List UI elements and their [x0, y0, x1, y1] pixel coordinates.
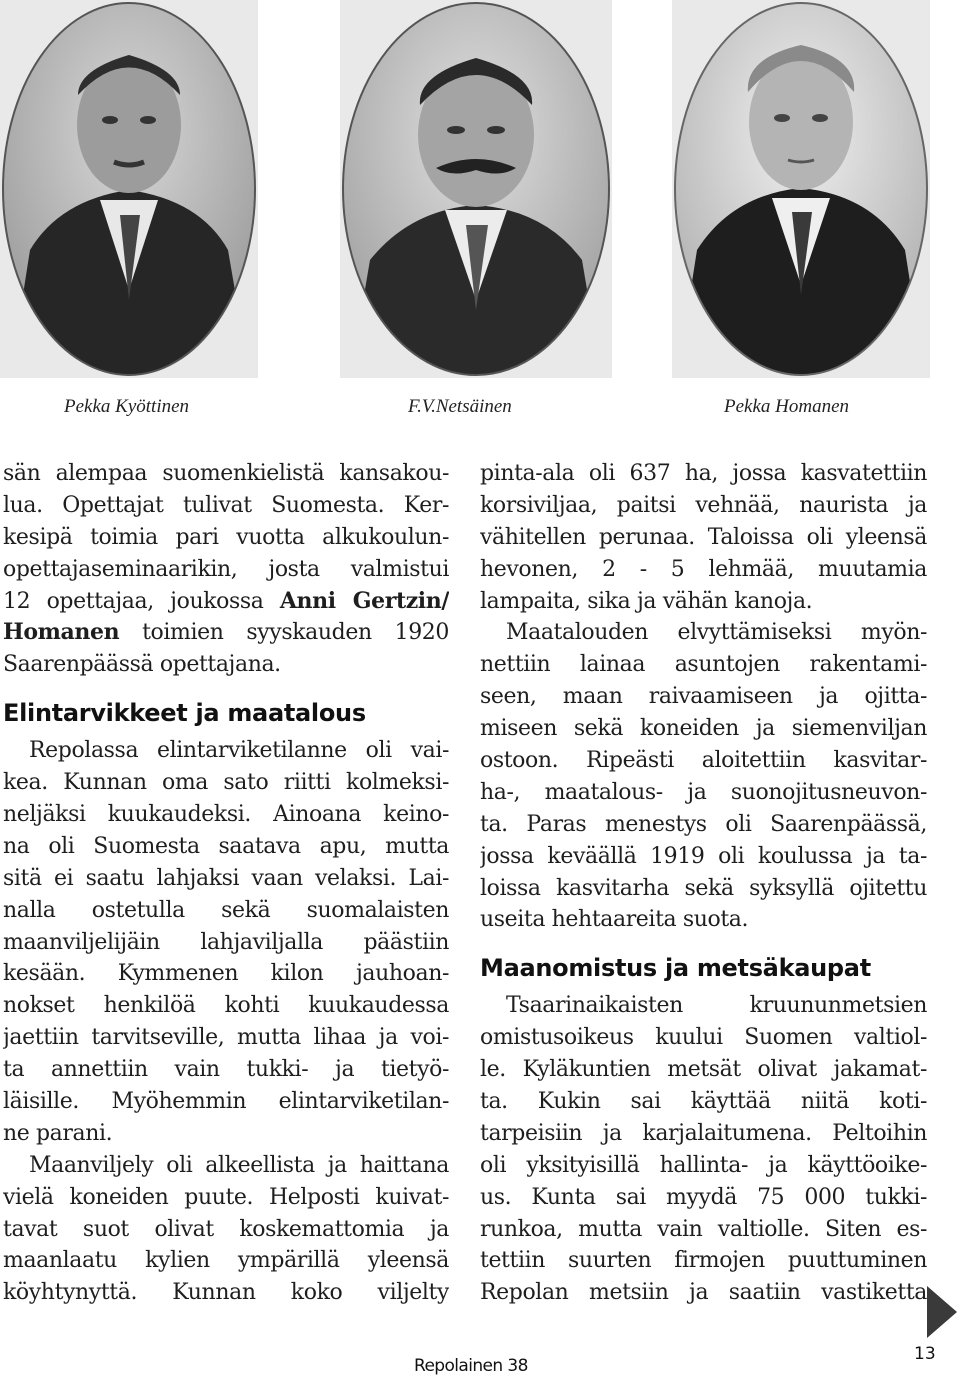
body-line: Tsaarinaikaisten kruununmetsien [506, 993, 927, 1019]
body-line: jaettiin tarvitseville, mutta lihaa ja voi- [3, 1025, 449, 1051]
body-line: le. Kyläkuntien metsät olivat jakamat- [480, 1057, 927, 1083]
left-text-column [3, 458, 449, 1309]
section-heading: Maanomistus ja metsäkaupat [480, 954, 871, 983]
portrait-caption-1: Pekka Kyöttinen [64, 396, 190, 417]
body-line: Maanviljely oli alkeellista ja haittana [29, 1152, 449, 1178]
body-line: Saarenpäässä opettajana. [3, 652, 281, 678]
body-line: ha-, maatalous- ja suonojitusneuvon- [480, 779, 927, 805]
body-line: nalla ostetulla sekä suomalaisten [3, 897, 449, 923]
body-line: us. Kunta sai myydä 75 000 tukki- [480, 1184, 927, 1210]
body-line: sitä ei saatu lahjaksi vaan velaksi. Lai- [3, 865, 449, 891]
body-line: kea. Kunnan oma sato riitti kolmeksi- [3, 770, 449, 796]
body-line: maanviljelijäin lahjaviljalla päästiin [3, 929, 449, 955]
body-line: läisille. Myöhemmin elintarviketilan- [3, 1089, 449, 1115]
body-line: oli yksityisillä hallinta- ja käyttöoike- [480, 1152, 927, 1178]
body-line: seen, maan raivaamiseen ja ojitta- [480, 684, 927, 710]
body-line: opettajaseminaarikin, josta valmistui [3, 556, 449, 582]
body-line: pinta-ala oli 637 ha, jossa kasvatettiin [480, 461, 927, 486]
body-line: vähitellen perunaa. Taloissa oli yleensä [480, 524, 927, 550]
body-line: kesipä toimia pari vuotta alkukoulun- [3, 524, 449, 550]
portrait-photo-3 [672, 0, 930, 378]
body-line: omistusoikeus kuului Suomen valtiol- [480, 1025, 927, 1051]
body-line: runkoa, mutta vain valtiolle. Siten es- [480, 1216, 927, 1242]
body-line: Repolassa elintarviketilanne oli vai- [29, 738, 449, 764]
body-line: sän alempaa suomenkielistä kansakou- [3, 461, 449, 486]
body-line: tettiin suurten firmojen puuttuminen [480, 1248, 927, 1274]
teacher-name-bold: Homanen [3, 619, 120, 646]
body-line: 12 opettajaa, joukossa Anni Gertzin/ [3, 587, 449, 614]
body-line: ta annettiin vain tukki- ja tietyö- [3, 1057, 449, 1083]
body-line: tarpeisiin ja karjalaitumena. Peltoihin [480, 1120, 927, 1146]
portrait-caption-2: F.V.Netsäinen [408, 396, 512, 417]
body-line: nettiin lainaa asuntojen rakentami- [480, 652, 927, 678]
body-line: hevonen, 2 - 5 lehmää, muutamia [480, 556, 927, 582]
body-line: kesään. Kymmenen kilon jauhoan- [3, 961, 449, 987]
body-line: vielä koneiden puute. Helposti kuivat- [3, 1184, 449, 1210]
publication-name: Repolainen 38 [414, 1356, 528, 1376]
body-line: useita hehtaareita suota. [480, 907, 749, 933]
body-line: na oli Suomesta saatava apu, mutta [3, 833, 449, 859]
body-line: lampaita, sika ja vähän kanoja. [480, 588, 813, 614]
body-line: Homanen toimien syyskauden 1920 [3, 619, 449, 646]
portrait-caption-3: Pekka Homanen [724, 396, 850, 417]
body-line: jossa keväällä 1919 oli koulussa ja ta- [480, 843, 927, 869]
right-text-column [480, 458, 927, 1309]
body-line: ostoon. Ripeästi aloitettiin kasvitar- [480, 748, 927, 774]
continue-arrow-icon [927, 1286, 957, 1338]
body-line: nokset henkilöä kohti kuukaudessa [3, 993, 449, 1019]
body-line: köyhtynyttä. Kunnan koko viljelty [3, 1280, 449, 1306]
body-line: lua. Opettajat tulivat Suomesta. Ker- [3, 492, 449, 518]
body-line: ta. Paras menestys oli Saarenpäässä, [480, 811, 927, 837]
body-line: ne parani. [3, 1120, 113, 1146]
body-line: maanlaatu kylien ympärillä yleensä [3, 1248, 449, 1274]
body-line: Repolan metsiin ja saatiin vastiketta [480, 1280, 927, 1306]
portrait-photo-1 [0, 0, 258, 378]
body-line: tavat suot olivat koskemattomia ja [3, 1216, 449, 1242]
teacher-name-bold: Anni Gertzin/ [279, 587, 449, 614]
body-line: miseen sekä koneiden ja siemenviljan [480, 716, 927, 742]
body-line: ta. Kukin sai käyttää niitä koti- [480, 1089, 927, 1115]
section-heading: Elintarvikkeet ja maatalous [3, 699, 366, 728]
body-line: loissa kasvitarha sekä syksyllä ojitettu [480, 875, 927, 901]
page-number: 13 [914, 1344, 936, 1364]
body-line: Maatalouden elvyttämiseksi myön- [506, 620, 927, 646]
body-line: neljäksi kuukaudeksi. Ainoana keino- [3, 802, 449, 828]
portrait-photo-2 [340, 0, 612, 378]
body-line: korsiviljaa, paitsi vehnää, naurista ja [480, 492, 927, 518]
